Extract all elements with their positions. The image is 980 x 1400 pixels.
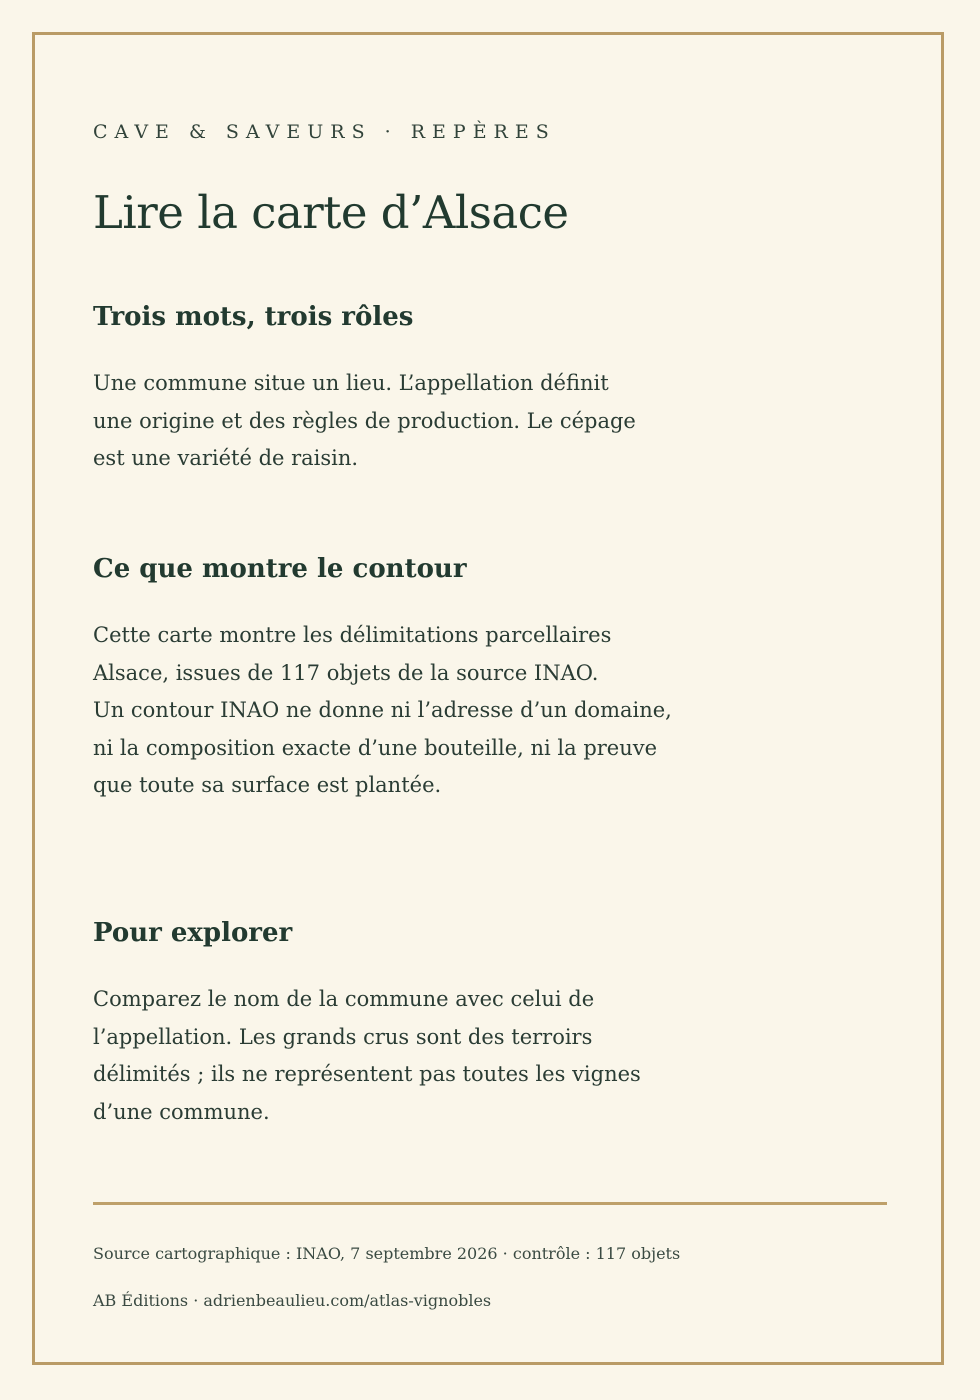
section-heading-contour: Ce que montre le contour — [93, 554, 467, 584]
body-line: l’appellation. Les grands crus sont des terroirs — [93, 1024, 593, 1049]
body-line: Cette carte montre les délimitations parcellaires — [93, 623, 612, 647]
section-body-explore — [93, 981, 673, 1131]
page-title: Lire la carte d’Alsace — [93, 186, 569, 239]
section-body-contour — [93, 617, 673, 805]
body-line: d’une commune. — [93, 1099, 270, 1124]
body-line: Une commune situe un lieu. L’appellation définit — [93, 371, 609, 395]
body-line: que toute sa surface est plantée. — [93, 773, 442, 797]
source-credit: Source cartographique : INAO, 7 septembre 2026 · contrôle : 117 objets — [93, 1244, 681, 1263]
body-line: délimités ; ils ne représentent pas toutes les vignes — [93, 1062, 641, 1086]
body-line: Alsace, issues de 117 objets de la source INAO. — [93, 660, 599, 685]
body-line: ni la composition exacte d’une bouteille, ni la preuve — [93, 735, 658, 760]
body-line: une origine et des règles de production. Le cépage — [93, 408, 636, 433]
section-heading-roles: Trois mots, trois rôles — [93, 302, 414, 332]
body-line: Un contour INAO ne donne ni l’adresse d’un domaine, — [93, 698, 672, 722]
footer-divider — [93, 1202, 887, 1205]
publisher-credit: AB Éditions · adrienbeaulieu.com/atlas-vignobles — [93, 1291, 492, 1310]
section-heading-explore: Pour explorer — [93, 918, 293, 948]
body-line: Comparez le nom de la commune avec celui de — [93, 987, 595, 1011]
body-line: est une variété de raisin. — [93, 446, 359, 470]
section-kicker: CAVE & SAVEURS · REPÈRES — [93, 121, 556, 143]
section-body-roles — [93, 365, 673, 478]
